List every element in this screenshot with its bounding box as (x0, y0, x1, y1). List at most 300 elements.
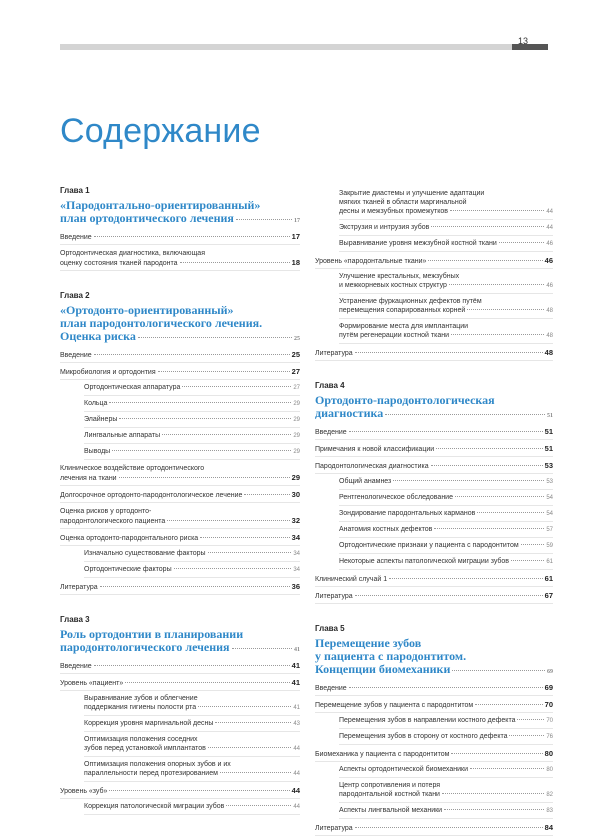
leader-dots (389, 578, 543, 579)
leader-dots (355, 827, 543, 828)
toc-entry-line (315, 256, 553, 266)
toc-page-number: 46 (546, 241, 553, 247)
chapter-page-number: 51 (547, 413, 553, 419)
toc-page-number: 29 (293, 401, 300, 407)
entry-divider (315, 603, 553, 604)
toc-entry-text: параллельности перед протезированием (84, 770, 218, 777)
toc-page-number: 44 (293, 771, 300, 777)
toc-entry-text: Выравнивание зубов и облегчение (84, 695, 198, 702)
leader-dots (451, 753, 542, 754)
toc-entry-text: Введение (315, 685, 347, 692)
toc-entry-text: пародонтальной костной ткани (339, 791, 440, 798)
toc-page-number: 84 (544, 823, 553, 832)
toc-subentry[interactable] (315, 525, 553, 538)
toc-entry-text: Литература (60, 584, 98, 591)
entry-divider (60, 362, 300, 363)
toc-entry[interactable] (60, 582, 300, 595)
toc-entry-text: Введение (60, 663, 92, 670)
toc-subentry[interactable] (315, 541, 553, 554)
leader-dots (451, 334, 544, 335)
toc-subentry[interactable] (60, 719, 300, 732)
toc-entry-text: Ортодонтическая аппаратура (84, 384, 181, 391)
toc-subentry[interactable] (315, 272, 553, 294)
page-number: 13 (518, 36, 529, 46)
toc-entry-text: пародонтологического пациента (60, 518, 166, 525)
toc-entry[interactable] (60, 661, 300, 674)
toc-entry-text: Клинический случай 1 (315, 576, 388, 583)
leader-dots (94, 236, 290, 237)
toc-entry-line (339, 509, 553, 519)
leader-dots (449, 284, 544, 285)
toc-entry[interactable] (315, 749, 553, 762)
leader-dots (428, 260, 542, 261)
toc-page-number: 48 (546, 308, 553, 314)
leader-dots (436, 448, 543, 449)
toc-entry[interactable] (315, 256, 553, 269)
chapter-title[interactable] (60, 199, 300, 228)
toc-page-number: 80 (546, 767, 553, 773)
toc-entry-line (84, 399, 300, 409)
leader-dots (94, 665, 290, 666)
toc-entry-text: Пародонтологическая диагностика (315, 463, 429, 470)
entry-divider (339, 521, 553, 522)
toc-entry-text: Экструзия и интрузия зубов (339, 224, 430, 231)
toc-entry-line (60, 464, 300, 473)
toc-subentry[interactable] (60, 399, 300, 412)
leader-dots (385, 414, 545, 415)
toc-subentry[interactable] (60, 447, 300, 460)
leader-dots (119, 477, 290, 478)
toc-entry-text: Рентгенологическое обследование (339, 494, 453, 501)
toc-entry[interactable] (315, 444, 553, 457)
leader-dots (119, 418, 291, 419)
chapter-label: Глава 5 (315, 624, 345, 633)
toc-entry-text: Кольца (84, 400, 108, 407)
toc-entry-line (60, 249, 300, 258)
toc-entry-line (315, 823, 553, 833)
toc-entry-text: Устранение фуркационных дефектов путём (339, 298, 482, 305)
leader-dots (94, 354, 290, 355)
chapter-title-text: у пациента с пародонтитом. (315, 649, 467, 663)
entry-divider (84, 756, 300, 757)
entry-divider (339, 569, 553, 570)
leader-dots (125, 682, 289, 683)
toc-subentry[interactable] (315, 732, 553, 745)
chapter-page-number: 25 (294, 336, 300, 342)
toc-page-number: 51 (544, 427, 553, 436)
toc-subentry[interactable] (60, 760, 300, 782)
toc-entry-text: Некоторые аспекты патологической миграции зубов (339, 558, 510, 565)
toc-entry-text: Ортодонтические признаки у пациента с пародонтитом (339, 542, 519, 549)
toc-entry-line (60, 232, 300, 242)
toc-chapter (315, 381, 553, 604)
toc-entry[interactable] (315, 348, 553, 361)
toc-entry-line (84, 447, 300, 457)
leader-dots (349, 431, 543, 432)
chapter-title[interactable] (315, 394, 553, 423)
toc-chapter (60, 186, 300, 271)
toc-entry[interactable] (315, 427, 553, 440)
toc-page-number: 44 (546, 225, 553, 231)
toc-subentry[interactable] (315, 806, 553, 819)
toc-entry-text: Клиническое воздействие ортодонтического (60, 465, 205, 472)
leader-dots (100, 586, 290, 587)
toc-entry-line (315, 700, 553, 710)
leader-dots (208, 552, 292, 553)
leader-dots (174, 568, 292, 569)
toc-entry-line (339, 297, 553, 306)
page-title: Содержание (60, 112, 261, 150)
chapter-label: Глава 2 (60, 291, 90, 300)
toc-entry-line (84, 549, 300, 559)
entry-divider (315, 712, 553, 713)
toc-page-number: 61 (544, 574, 553, 583)
entry-divider (315, 473, 553, 474)
chapter-title-text: Концепции биомеханики (315, 662, 451, 676)
entry-divider (315, 360, 553, 361)
entry-divider (60, 379, 300, 380)
entry-divider (339, 818, 553, 819)
toc-entry-text: Перемещение зубов у пациента с пародонтитом (315, 702, 474, 709)
toc-entry-text: Литература (315, 593, 353, 600)
chapter-title-line (60, 212, 300, 228)
leader-dots (220, 772, 291, 773)
toc-subentry[interactable] (60, 549, 300, 562)
toc-entry-text: мягких тканей в области маргинальной (339, 199, 467, 206)
toc-entry-line (84, 744, 300, 754)
toc-entry-text: Коррекция уровня маргинальной десны (84, 720, 214, 727)
toc-entry[interactable] (60, 490, 300, 503)
toc-entry-line (84, 694, 300, 703)
toc-entry-text: Перемещения зубов в сторону от костного дефекта (339, 733, 508, 740)
toc-entry-line (339, 765, 553, 775)
entry-divider (339, 235, 553, 236)
leader-dots (511, 560, 544, 561)
chapter-title-text: пародонтологического лечения (60, 640, 230, 654)
leader-dots (226, 805, 291, 806)
toc-entry[interactable] (60, 464, 300, 486)
toc-page-number: 29 (293, 449, 300, 455)
toc-entry-line (84, 719, 300, 729)
toc-page-number: 41 (291, 678, 300, 687)
leader-dots (158, 371, 290, 372)
toc-page-number: 32 (291, 516, 300, 525)
leader-dots (444, 809, 544, 810)
toc-entry-text: Закрытие диастемы и улучшение адаптации (339, 190, 485, 197)
toc-entry-text: Центр сопротивления и потеря (339, 782, 441, 789)
toc-entry-text: Долгосрочное ортодонто-пародонтологическое лечение (60, 492, 243, 499)
toc-entry-text: Коррекция патологической миграции зубов (84, 803, 225, 810)
toc-page-number: 70 (546, 718, 553, 724)
toc-entry-text: Уровень «пациент» (60, 680, 124, 687)
entry-divider (339, 293, 553, 294)
toc-entry-text: Биомеханика у пациента с пародонтитом (315, 751, 450, 758)
toc-entry-line (315, 444, 553, 454)
entry-divider (339, 505, 553, 506)
toc-entry-text: Микробиология и ортодонтия (60, 369, 156, 376)
chapter-title-text: «Пародонтально-ориентированный» (60, 198, 261, 212)
toc-subentry[interactable] (315, 297, 553, 319)
toc-page-number: 44 (293, 804, 300, 810)
toc-entry-line (60, 661, 300, 671)
entry-divider (84, 814, 300, 815)
toc-subentry[interactable] (315, 781, 553, 803)
leader-dots (109, 790, 289, 791)
toc-page-number: 29 (293, 433, 300, 439)
entry-divider (84, 427, 300, 428)
chapter-title-text: «Ортодонто-ориентированный» (60, 303, 234, 317)
entry-divider (339, 251, 553, 252)
toc-page-number: 53 (546, 479, 553, 485)
toc-page-number: 30 (291, 490, 300, 499)
entry-divider (84, 411, 300, 412)
chapter-label: Глава 1 (60, 186, 90, 195)
entry-divider (315, 268, 553, 269)
leader-dots (499, 242, 545, 243)
toc-entry-line (84, 383, 300, 393)
chapter-page-number: 17 (294, 218, 300, 224)
entry-divider (60, 528, 300, 529)
toc-subentry[interactable] (60, 415, 300, 428)
toc-page-number: 43 (293, 721, 300, 727)
chapter-title-line (60, 330, 300, 346)
toc-entry-line (339, 331, 553, 341)
toc-chapter (60, 615, 300, 815)
toc-entry-text: Оценка рисков у ортодонто- (60, 508, 152, 515)
toc-subentry[interactable] (315, 509, 553, 522)
toc-entry-text: Общий анамнез (339, 478, 392, 485)
toc-entry-line (60, 533, 300, 543)
toc-entry-text: Оптимизация положения опорных зубов и их (84, 761, 231, 768)
toc-entry-line (84, 760, 300, 769)
toc-entry-line (84, 802, 300, 812)
toc-entry[interactable] (60, 232, 300, 245)
toc-subentry[interactable] (60, 735, 300, 757)
leader-dots (112, 450, 291, 451)
entry-divider (339, 553, 553, 554)
toc-subentry[interactable] (315, 493, 553, 506)
leader-dots (198, 706, 291, 707)
toc-entry[interactable] (60, 249, 300, 271)
entry-divider (339, 489, 553, 490)
toc-subentry[interactable] (60, 694, 300, 716)
toc-page-number: 54 (546, 511, 553, 517)
leader-dots (452, 670, 545, 671)
entry-divider (60, 244, 300, 245)
entry-divider (315, 456, 553, 457)
toc-entry-text: оценку состояния тканей пародонта (60, 260, 178, 267)
toc-entry-text: Ортодонтическая диагностика, включающая (60, 250, 205, 257)
toc-entry-text: Уровень «пародонтальные ткани» (315, 258, 427, 265)
leader-dots (180, 262, 290, 263)
toc-page-number: 36 (291, 582, 300, 591)
entry-divider (60, 270, 300, 271)
toc-entry-line (84, 769, 300, 779)
toc-entry-line (339, 239, 553, 249)
leader-dots (182, 386, 291, 387)
toc-entry-text: Элайнеры (84, 416, 118, 423)
entry-divider (315, 695, 553, 696)
toc-entry-text: Оптимизация положения соседних (84, 736, 198, 743)
toc-chapter (60, 291, 300, 595)
toc-entry-line (339, 272, 553, 281)
toc-entry[interactable] (315, 574, 553, 587)
toc-entry-text: Литература (315, 825, 353, 832)
toc-subentry[interactable] (315, 239, 553, 252)
toc-subentry[interactable] (315, 189, 553, 220)
toc-entry-text: Формирование места для имплантации (339, 323, 469, 330)
toc-entry-line (315, 749, 553, 759)
toc-page-number: 82 (546, 792, 553, 798)
entry-divider (60, 485, 300, 486)
header-rule (60, 44, 512, 50)
toc-subentry[interactable] (60, 431, 300, 444)
toc-entry-line (315, 591, 553, 601)
chapter-title-text: план ортодонтического лечения (60, 211, 234, 225)
entry-divider (60, 545, 300, 546)
leader-dots (109, 402, 291, 403)
toc-entry-text: Анатомия костных дефектов (339, 526, 433, 533)
toc-subentry[interactable] (315, 322, 553, 344)
leader-dots (167, 520, 289, 521)
toc-entry-line (60, 516, 300, 526)
leader-dots (215, 722, 291, 723)
toc-page-number: 34 (293, 551, 300, 557)
toc-entry-line (315, 461, 553, 471)
toc-page-number: 48 (546, 333, 553, 339)
toc-entry-text: Ортодонтические факторы (84, 566, 172, 573)
toc-page-number: 27 (291, 367, 300, 376)
toc-subentry[interactable] (60, 565, 300, 578)
toc-chapter (315, 189, 553, 361)
toc-entry[interactable] (315, 461, 553, 474)
toc-subentry[interactable] (60, 383, 300, 396)
toc-entry-line (339, 207, 553, 217)
toc-page-number: 57 (546, 527, 553, 533)
chapter-title-text: Ортодонто-пародонтологическая (315, 393, 495, 407)
leader-dots (349, 687, 543, 688)
toc-entry-line (339, 223, 553, 233)
toc-entry-text: Аспекты ортодонтической биомеханики (339, 766, 468, 773)
toc-chapter (315, 624, 553, 836)
toc-page-number: 46 (546, 283, 553, 289)
toc-entry-text: путём регенерации костной ткани (339, 332, 449, 339)
entry-divider (60, 594, 300, 595)
entry-divider (84, 459, 300, 460)
toc-entry[interactable] (60, 507, 300, 529)
toc-subentry[interactable] (60, 802, 300, 815)
toc-entry-line (339, 477, 553, 487)
chapter-page-number: 41 (294, 647, 300, 653)
toc-entry-line (339, 281, 553, 291)
entry-divider (84, 715, 300, 716)
chapter-title[interactable] (60, 628, 300, 657)
toc-entry-text: Уровень «зуб» (60, 788, 108, 795)
toc-entry-line (84, 431, 300, 441)
toc-entry-line (84, 415, 300, 425)
toc-page-number: 34 (293, 567, 300, 573)
toc-page-number: 48 (544, 348, 553, 357)
toc-entry[interactable] (60, 350, 300, 363)
toc-entry-line (84, 735, 300, 744)
toc-entry[interactable] (315, 683, 553, 696)
toc-entry[interactable] (60, 367, 300, 380)
toc-page-number: 41 (291, 661, 300, 670)
toc-entry-line (339, 806, 553, 816)
entry-divider (339, 728, 553, 729)
leader-dots (355, 352, 543, 353)
toc-subentry[interactable] (315, 477, 553, 490)
chapter-title[interactable] (60, 304, 300, 346)
leader-dots (431, 465, 543, 466)
toc-entry-line (60, 258, 300, 268)
toc-page-number: 51 (544, 444, 553, 453)
toc-entry-text: Введение (60, 352, 92, 359)
entry-divider (84, 731, 300, 732)
toc-page-number: 61 (546, 559, 553, 565)
toc-subentry[interactable] (315, 557, 553, 570)
toc-entry[interactable] (315, 591, 553, 604)
toc-right-column (315, 186, 553, 836)
toc-entry-line (339, 525, 553, 535)
entry-divider (339, 744, 553, 745)
toc-subentry[interactable] (315, 716, 553, 729)
toc-entry-text: зубов перед установкой имплантатов (84, 745, 206, 752)
leader-dots (236, 219, 292, 220)
toc-entry-text: Зондирование пародонтальных карманов (339, 510, 476, 517)
toc-page-number: 41 (293, 705, 300, 711)
toc-entry-line (315, 427, 553, 437)
toc-entry[interactable] (315, 823, 553, 836)
toc-entry[interactable] (315, 700, 553, 713)
toc-page-number: 44 (291, 786, 300, 795)
entry-divider (84, 561, 300, 562)
toc-entry[interactable] (60, 678, 300, 691)
toc-entry-line (60, 367, 300, 377)
toc-entry-line (84, 565, 300, 575)
entry-divider (315, 761, 553, 762)
toc-entry[interactable] (60, 533, 300, 546)
toc-page-number: 27 (293, 385, 300, 391)
entry-divider (315, 586, 553, 587)
toc-page-number: 69 (544, 683, 553, 692)
toc-page-number: 29 (291, 473, 300, 482)
toc-entry-text: Введение (60, 234, 92, 241)
toc-entry-line (339, 322, 553, 331)
toc-entry-line (315, 683, 553, 693)
chapter-label: Глава 3 (60, 615, 90, 624)
chapter-title[interactable] (315, 637, 553, 679)
toc-subentry[interactable] (315, 223, 553, 236)
toc-entry[interactable] (60, 786, 300, 799)
toc-page-number: 54 (546, 495, 553, 501)
toc-entry-line (315, 574, 553, 584)
entry-divider (60, 690, 300, 691)
toc-page-number: 46 (544, 256, 553, 265)
toc-page-number: 18 (291, 258, 300, 267)
toc-entry-text: Перемещения зубов в направлении костного дефекта (339, 717, 516, 724)
leader-dots (517, 719, 544, 720)
toc-entry-line (84, 703, 300, 713)
chapter-title-line (60, 641, 300, 657)
entry-divider (339, 537, 553, 538)
chapter-title-text: Роль ортодонтии в планировании (60, 627, 244, 641)
leader-dots (355, 595, 543, 596)
toc-subentry[interactable] (315, 765, 553, 778)
leader-dots (509, 735, 544, 736)
entry-divider (339, 777, 553, 778)
chapter-title-text: диагностика (315, 406, 384, 420)
